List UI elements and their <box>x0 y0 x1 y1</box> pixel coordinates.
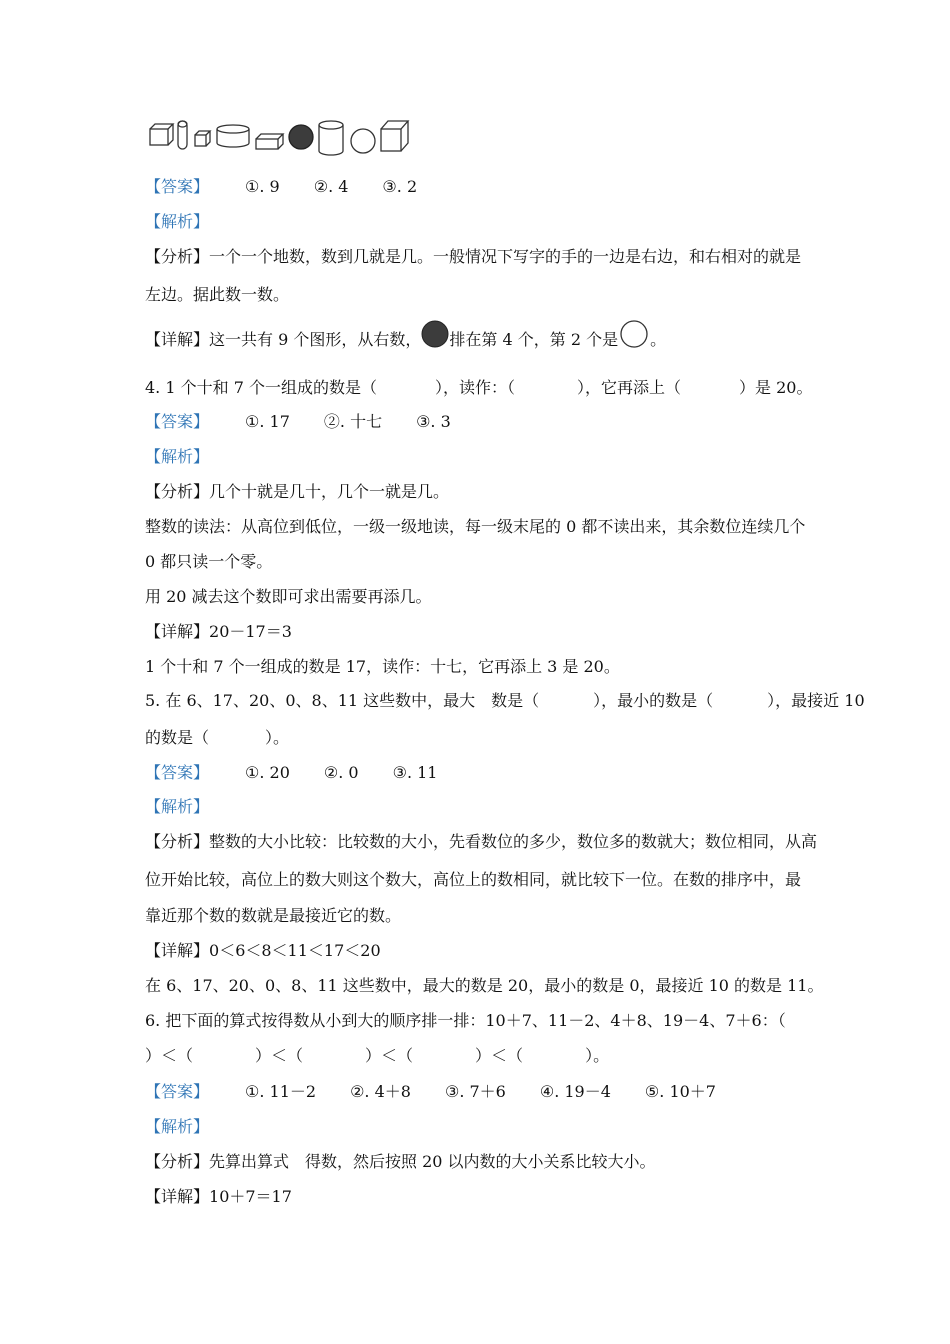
answer-item: ②. 0 <box>323 763 359 782</box>
q3-jiexi-tag: 【解析】 <box>145 212 210 231</box>
q6-stem-line-2 <box>145 1045 609 1067</box>
detail-tag: 【详解】 <box>145 330 210 349</box>
answer-tag: 【答案】 <box>145 1082 210 1101</box>
q4-conclusion: 1 个十和 7 个一组成的数是 17，读作：十七，它再添上 3 是 20。 <box>145 657 620 676</box>
analysis-text: 整数的大小比较：比较数的大小，先看数位的多少，数位多的数就大；数位相同，从高 <box>209 832 818 851</box>
flat-cuboid-shape <box>256 134 283 149</box>
stem-text: ）。 <box>585 1046 610 1065</box>
analysis-tag: 【分析】 <box>145 482 210 501</box>
q6-answer-line <box>145 1081 750 1103</box>
detail-text: 0＜6＜8＜11＜17＜20 <box>209 941 381 960</box>
stem-text: 的数是（ <box>145 728 210 747</box>
detail-tag: 【详解】 <box>145 622 210 641</box>
cuboid-shape <box>150 124 173 145</box>
detail-tag: 【详解】 <box>145 1187 210 1206</box>
q6-stem-line-1: 6. 把下面的算式按得数从小到大的顺序排一排：10＋7、11－2、4＋8、19－4、7＋6：（ <box>145 1011 786 1030</box>
stem-text: ），最小的数是（ <box>593 691 714 710</box>
q4-rule-line-3: 用 20 减去这个数即可求出需要再添几。 <box>145 587 432 606</box>
stem-text: ）＜（ <box>145 1046 194 1065</box>
stem-text: ），最接近 10 <box>767 691 865 710</box>
analysis-tag: 【分析】 <box>145 832 210 851</box>
q4-stem <box>145 377 812 399</box>
medium-cylinder-shape <box>319 121 343 155</box>
q4-detail-line <box>145 621 292 643</box>
q6-analysis-line <box>145 1151 656 1173</box>
small-cube-shape <box>195 131 210 146</box>
q6-detail-line <box>145 1186 292 1208</box>
q3-analysis-line-2: 左边。据此数一数。 <box>145 285 290 304</box>
detail-text: 这一共有 9 个图形，从右数， <box>209 330 422 349</box>
answer-tag: 【答案】 <box>145 412 210 431</box>
tall-cylinder-shape <box>178 121 187 149</box>
detail-text: 。 <box>650 330 667 349</box>
detail-text: 排在第 4 个，第 2 个是 <box>449 330 619 349</box>
q4-analysis-line <box>145 481 449 503</box>
cube-shape <box>381 121 408 151</box>
q5-detail-line <box>145 940 381 962</box>
sphere-shape <box>351 129 375 153</box>
stem-text: ），它再添上（ <box>577 378 682 397</box>
answer-item: ③. 3 <box>416 412 451 431</box>
stem-text: ）。 <box>265 728 290 747</box>
stem-text: ）＜（ <box>255 1046 304 1065</box>
q5-stem-line-1 <box>145 690 865 712</box>
answer-item: ⑤. 10＋7 <box>644 1082 716 1101</box>
solid-shapes-row-icon <box>148 115 418 159</box>
answer-item: ③. 7＋6 <box>444 1082 506 1101</box>
q5-answer-line <box>145 762 471 784</box>
stem-text: ）＜（ <box>475 1046 524 1065</box>
answer-item: ①. 11－2 <box>245 1082 317 1101</box>
answer-item: ②. 4 <box>313 177 349 196</box>
q5-analysis-line-2: 位开始比较，高位上的数大则这个数大，高位上的数相同，就比较下一位。在数的排序中，最 <box>145 870 802 889</box>
q3-analysis-line-1 <box>145 246 801 268</box>
stem-text: 4. 1 个十和 7 个一组成的数是（ <box>145 378 377 397</box>
q5-analysis-line-3: 靠近那个数的数就是最接近它的数。 <box>145 906 402 925</box>
dark-sphere-shape <box>289 125 313 149</box>
answer-item: ③. 11 <box>392 763 438 782</box>
q5-conclusion: 在 6、17、20、0、8、11 这些数中，最大的数是 20，最小的数是 0，最接近 10 的数是 11。 <box>145 976 824 995</box>
detail-text: 10＋7＝17 <box>209 1187 292 1206</box>
stem-text: ），读作：（ <box>434 378 515 397</box>
answer-tag: 【答案】 <box>145 763 210 782</box>
stem-text: 5. 在 6、17、20、0、8、11 这些数中，最大 数是（ <box>145 691 540 710</box>
q4-rule-line-2: 0 都只读一个零。 <box>145 552 273 571</box>
stem-text: ）＜（ <box>365 1046 414 1065</box>
flat-cylinder-shape <box>217 125 249 147</box>
q4-answer-line <box>145 411 485 433</box>
q5-stem-line-2 <box>145 727 289 749</box>
q3-answer-line <box>145 176 451 198</box>
analysis-tag: 【分析】 <box>145 247 210 266</box>
answer-item: ④. 19－4 <box>539 1082 611 1101</box>
sphere-icon <box>618 319 650 349</box>
analysis-text: 几个十就是几十，几个一就是几。 <box>209 482 450 501</box>
analysis-text: 先算出算式 得数，然后按照 20 以内数的大小关系比较大小。 <box>209 1152 656 1171</box>
detail-tag: 【详解】 <box>145 941 210 960</box>
q5-analysis-line-1 <box>145 831 817 853</box>
answer-item: ①. 9 <box>245 177 280 196</box>
dark-sphere-icon <box>421 320 449 348</box>
q4-jiexi-tag: 【解析】 <box>145 447 210 466</box>
answer-item: ②. 十七 <box>323 412 383 431</box>
answer-item: ③. 2 <box>382 177 418 196</box>
stem-text: ）是 20。 <box>739 378 813 397</box>
q4-rule-line-1: 整数的读法：从高位到低位，一级一级地读，每一级末尾的 0 都不读出来，其余数位连续几个 <box>145 517 806 536</box>
answer-tag: 【答案】 <box>145 177 210 196</box>
q5-jiexi-tag: 【解析】 <box>145 797 210 816</box>
analysis-tag: 【分析】 <box>145 1152 210 1171</box>
answer-item: ①. 17 <box>245 412 290 431</box>
q3-detail-line <box>145 329 666 351</box>
analysis-text: 一个一个地数，数到几就是几。一般情况下写字的手的一边是右边，和右相对的就是 <box>209 247 802 266</box>
detail-text: 20－17＝3 <box>209 622 292 641</box>
answer-item: ①. 20 <box>245 763 290 782</box>
answer-item: ②. 4＋8 <box>350 1082 411 1101</box>
q6-jiexi-tag: 【解析】 <box>145 1117 210 1136</box>
